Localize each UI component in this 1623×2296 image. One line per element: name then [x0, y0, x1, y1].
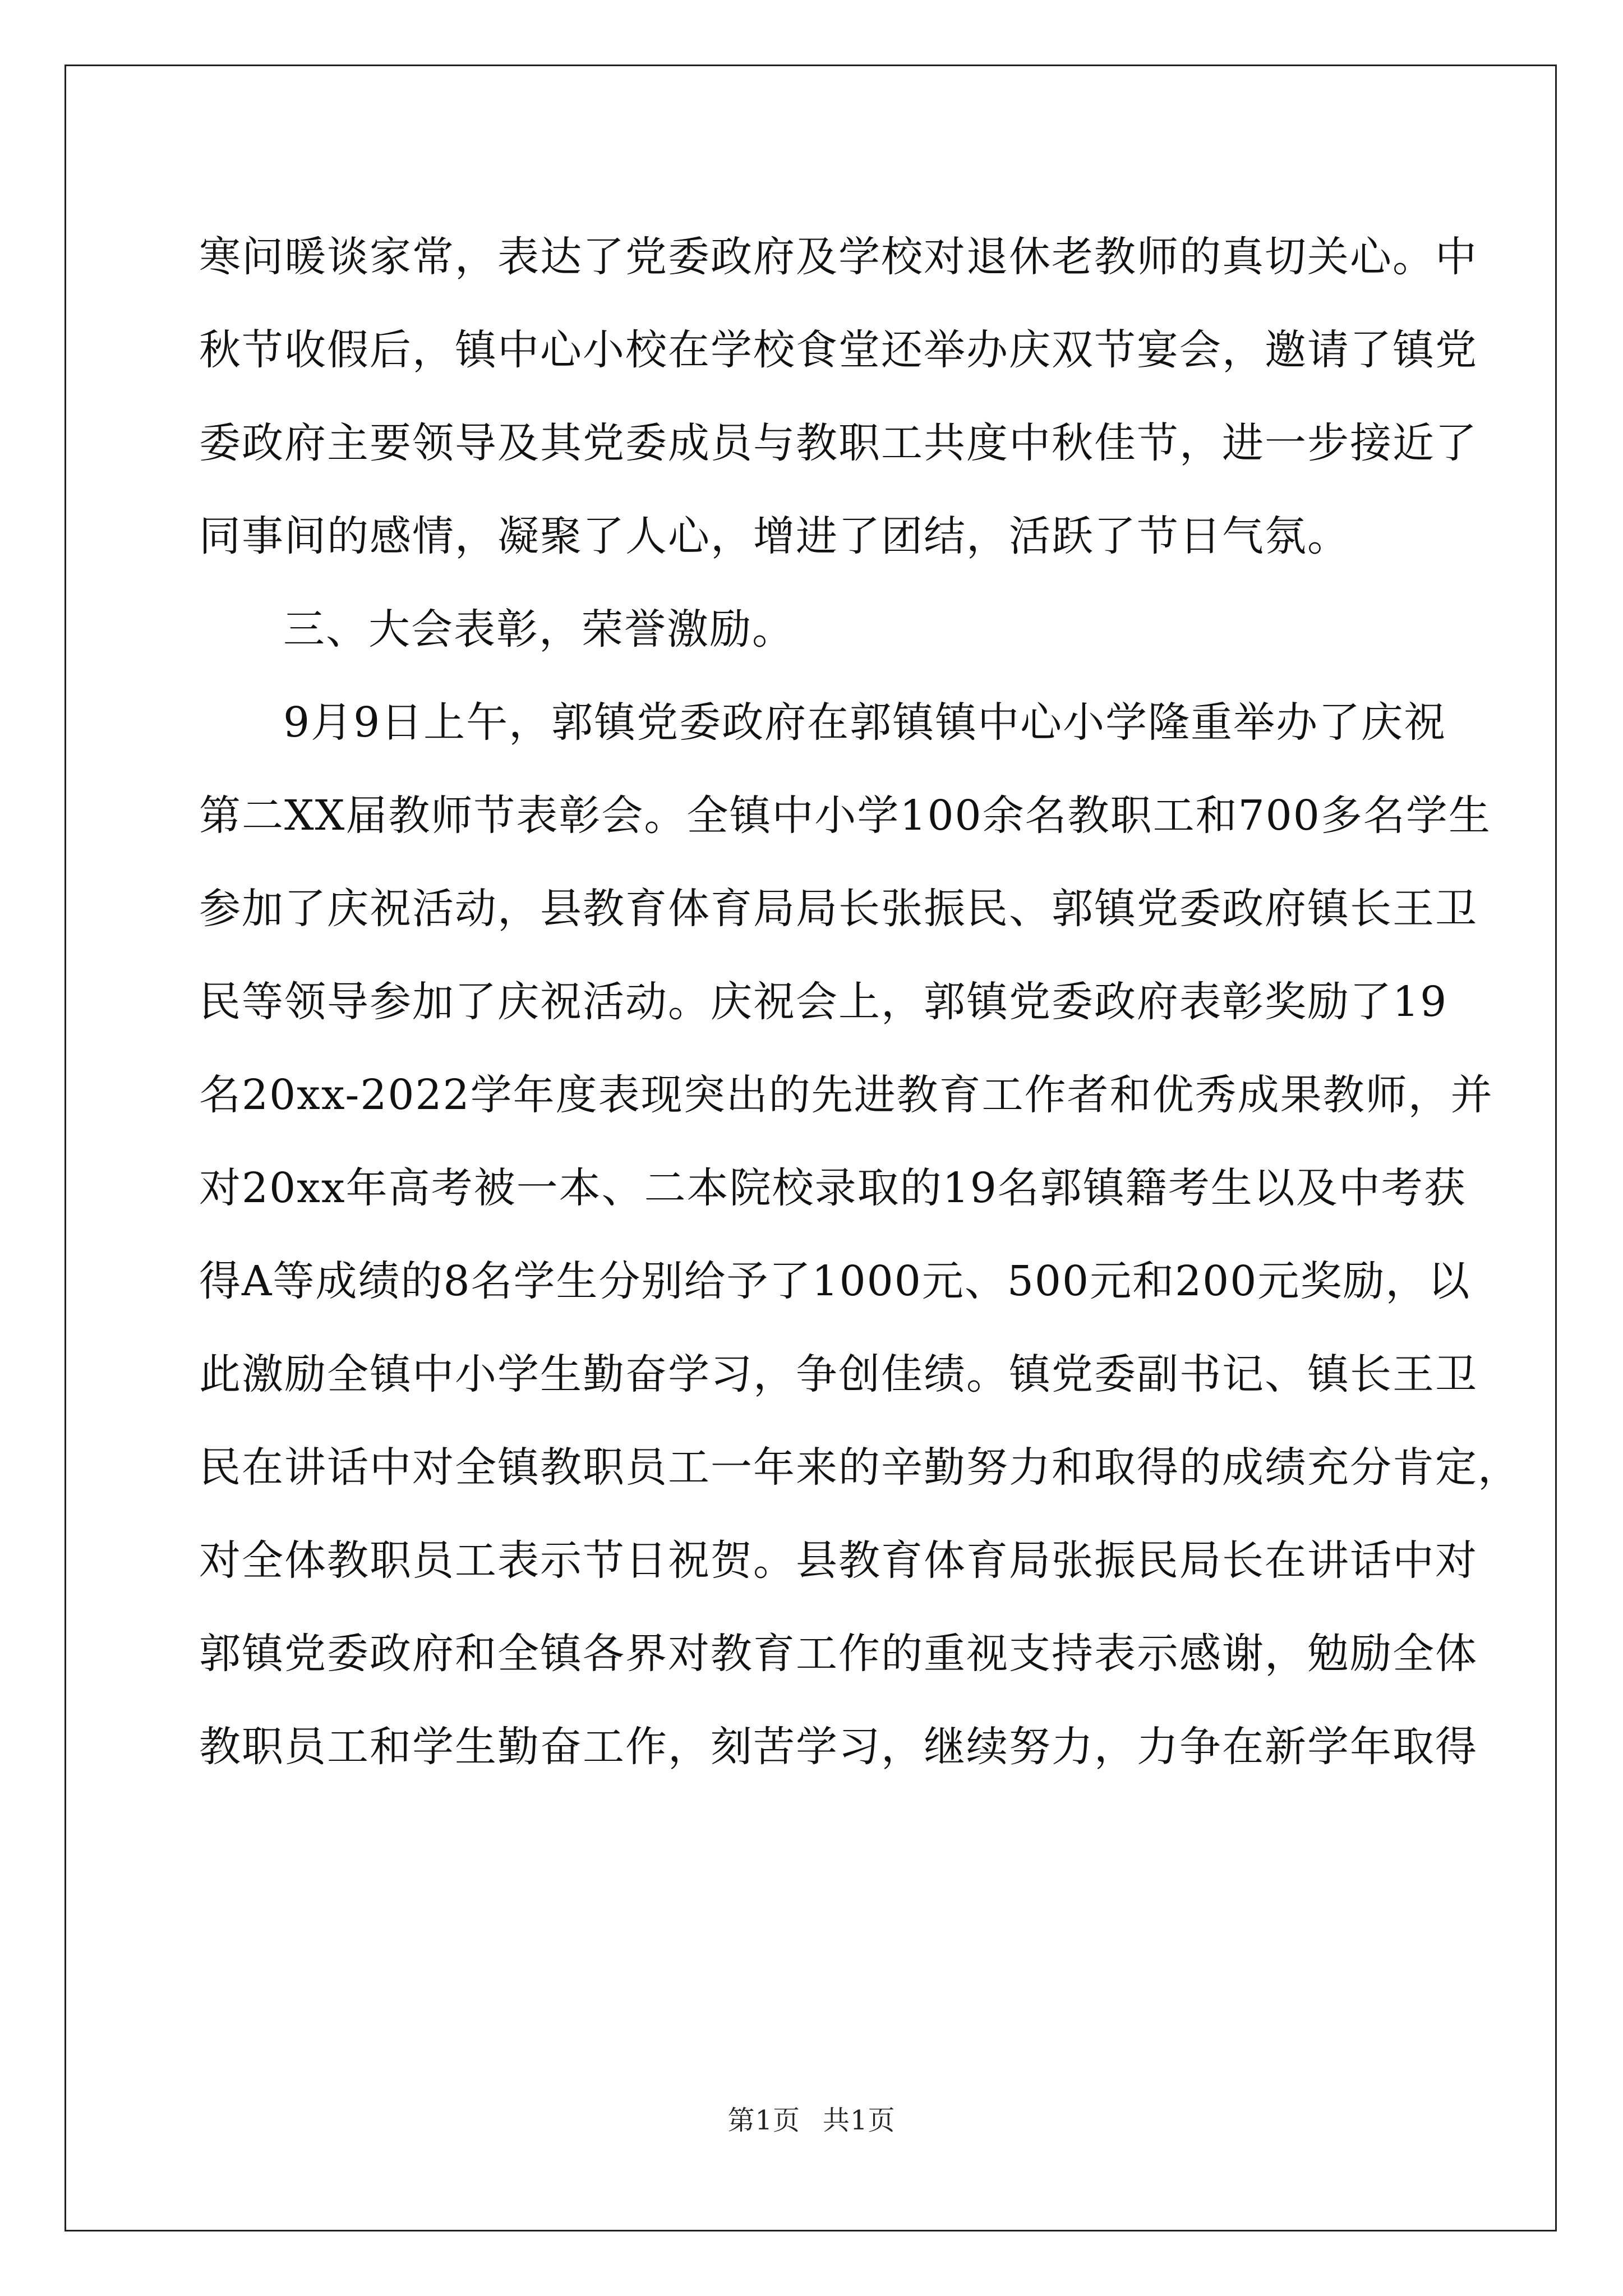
text-line: 9月9日上午，郭镇党委政府在郭镇镇中心小学隆重举办了庆祝 [283, 698, 1447, 747]
text-line: 秋节收假后，镇中心小校在学校食堂还举办庆双节宴会，邀请了镇党 [199, 326, 1478, 374]
text-line: 郭镇党委政府和全镇各界对教育工作的重视支持表示感谢，勉励全体 [199, 1630, 1478, 1678]
page-footer [0, 2104, 1623, 2137]
text-line: 参加了庆祝活动，县教育体育局局长张振民、郭镇党委政府镇长王卫 [199, 885, 1478, 933]
section-heading: 三、大会表彰，荣誉激励。 [283, 605, 795, 654]
text-line: 民等领导参加了庆祝活动。庆祝会上，郭镇党委政府表彰奖励了19 [199, 978, 1448, 1026]
text-line: 得A等成绩的8名学生分别给予了1000元、500元和200元奖励，以 [199, 1257, 1471, 1305]
page-number: 第1页 [727, 2105, 800, 2136]
text-line: 名20xx-2022学年度表现突出的先进教育工作者和优秀成果教师，并 [199, 1071, 1493, 1119]
text-line: 对全体教职员工表示节日祝贺。县教育体育局张振民局长在讲话中对 [199, 1536, 1478, 1585]
text-line: 教职员工和学生勤奋工作，刻苦学习，继续努力，力争在新学年取得 [199, 1723, 1478, 1771]
text-line: 民在讲话中对全镇教职员工一年来的辛勤努力和取得的成绩充分肯定， [199, 1443, 1520, 1492]
page-total: 共1页 [823, 2105, 896, 2136]
text-line: 第二XX届教师节表彰会。全镇中小学100余名教职工和700多名学生 [199, 792, 1491, 840]
text-line: 对20xx年高考被一本、二本院校录取的19名郭镇籍考生以及中考获 [199, 1164, 1467, 1212]
text-line: 此激励全镇中小学生勤奋学习，争创佳绩。镇党委副书记、镇长王卫 [199, 1350, 1478, 1398]
document-body [199, 210, 1520, 1793]
text-line: 同事间的感情，凝聚了人心，增进了团结，活跃了节日气氛。 [199, 512, 1350, 560]
text-line: 寒问暖谈家常，表达了党委政府及学校对退休老教师的真切关心。中 [199, 233, 1478, 281]
text-line: 委政府主要领导及其党委成员与教职工共度中秋佳节，进一步接近了 [199, 419, 1478, 467]
